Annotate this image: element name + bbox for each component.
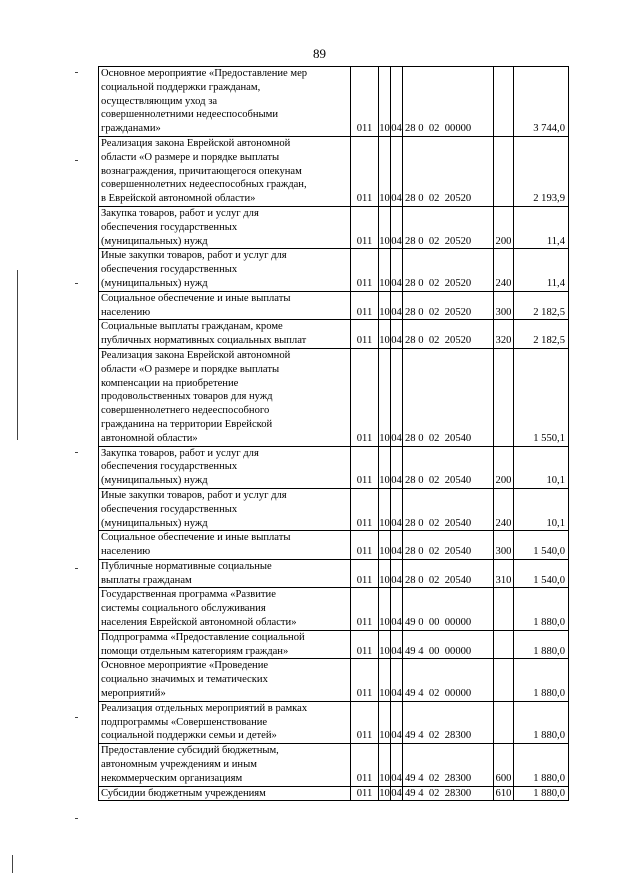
expense-type-cell: [494, 630, 514, 659]
subsection-code-cell: 04: [391, 249, 403, 291]
budget-table-body: [99, 67, 569, 801]
item-name-cell: [99, 588, 351, 630]
item-name-cell: [99, 488, 351, 530]
section-code-cell: 10: [379, 446, 391, 488]
ministry-code-cell: 011: [351, 446, 379, 488]
margin-mark: [75, 160, 78, 161]
table-row: [99, 206, 569, 248]
item-name-line: публичных нормативных социальных выплат: [101, 335, 307, 347]
item-name-line: Закупка товаров, работ и услуг для: [101, 447, 259, 459]
ministry-code-cell: 011: [351, 559, 379, 588]
item-name-line: Субсидии бюджетным учреждениям: [101, 787, 266, 799]
amount-cell: 1 880,0: [514, 588, 569, 630]
item-name-line: Государственная программа «Развитие: [101, 589, 276, 601]
item-name-line: выплаты гражданам: [101, 574, 192, 586]
amount-cell: 1 880,0: [514, 659, 569, 701]
ministry-code-cell: 011: [351, 136, 379, 206]
target-article-cell: 49 0 00 00000: [403, 588, 494, 630]
table-row: [99, 701, 569, 743]
budget-table: [98, 66, 569, 801]
item-name-line: некоммерческим организациям: [101, 772, 243, 784]
item-name-line: населению: [101, 306, 151, 318]
amount-cell: 3 744,0: [514, 67, 569, 137]
item-name-line: (муниципальных) нужд: [101, 235, 208, 247]
target-article-cell: 49 4 02 28300: [403, 701, 494, 743]
item-name-cell: [99, 630, 351, 659]
ministry-code-cell: 011: [351, 249, 379, 291]
ministry-code-cell: 011: [351, 206, 379, 248]
target-article-cell: 49 4 00 00000: [403, 630, 494, 659]
table-row: [99, 630, 569, 659]
item-name-line: продовольственных товаров для нужд: [101, 391, 273, 403]
item-name-line: в Еврейской автономной области»: [101, 193, 256, 205]
amount-cell: 1 540,0: [514, 531, 569, 560]
ministry-code-cell: 011: [351, 744, 379, 786]
table-row: [99, 744, 569, 786]
expense-type-cell: 200: [494, 446, 514, 488]
expense-type-cell: [494, 659, 514, 701]
item-name-line: Иные закупки товаров, работ и услуг для: [101, 489, 287, 501]
expense-type-cell: 320: [494, 320, 514, 349]
section-code-cell: 10: [379, 67, 391, 137]
section-code-cell: 10: [379, 630, 391, 659]
table-row: [99, 136, 569, 206]
target-article-cell: 28 0 02 20520: [403, 136, 494, 206]
target-article-cell: 49 4 02 00000: [403, 659, 494, 701]
ministry-code-cell: 011: [351, 291, 379, 320]
section-code-cell: 10: [379, 249, 391, 291]
target-article-cell: 49 4 02 28300: [403, 786, 494, 801]
item-name-line: осуществляющим уход за: [101, 95, 218, 107]
item-name-line: Основное мероприятие «Предоставление мер: [101, 68, 308, 79]
subsection-code-cell: 04: [391, 744, 403, 786]
section-code-cell: 10: [379, 320, 391, 349]
expense-type-cell: 610: [494, 786, 514, 801]
amount-cell: 10,1: [514, 488, 569, 530]
ministry-code-cell: 011: [351, 630, 379, 659]
item-name-line: подпрограммы «Совершенствование: [101, 716, 268, 728]
target-article-cell: 28 0 02 20520: [403, 320, 494, 349]
table-row: [99, 67, 569, 137]
subsection-code-cell: 04: [391, 320, 403, 349]
item-name-line: вознаграждения, причитающегося опекунам: [101, 165, 302, 177]
item-name-cell: [99, 206, 351, 248]
item-name-cell: [99, 136, 351, 206]
target-article-cell: 28 0 02 20540: [403, 559, 494, 588]
ministry-code-cell: 011: [351, 659, 379, 701]
section-code-cell: 10: [379, 588, 391, 630]
subsection-code-cell: 04: [391, 786, 403, 801]
item-name-cell: [99, 701, 351, 743]
item-name-line: Подпрограмма «Предоставление социальной: [101, 631, 305, 643]
section-code-cell: 10: [379, 531, 391, 560]
subsection-code-cell: 04: [391, 206, 403, 248]
expense-type-cell: 240: [494, 249, 514, 291]
table-row: [99, 446, 569, 488]
item-name-line: Социальные выплаты гражданам, кроме: [101, 321, 283, 333]
item-name-line: обеспечения государственных: [101, 461, 238, 473]
item-name-line: Публичные нормативные социальные: [101, 560, 272, 572]
item-name-line: области «О размере и порядке выплаты: [101, 151, 280, 163]
table-row: [99, 531, 569, 560]
table-row: [99, 786, 569, 801]
item-name-line: Реализация закона Еврейской автономной: [101, 349, 291, 361]
item-name-line: населению: [101, 546, 151, 558]
target-article-cell: 28 0 02 20520: [403, 249, 494, 291]
item-name-line: обеспечения государственных: [101, 503, 238, 515]
table-row: [99, 348, 569, 446]
section-code-cell: 10: [379, 786, 391, 801]
amount-cell: 2 193,9: [514, 136, 569, 206]
item-name-cell: [99, 559, 351, 588]
table-row: [99, 320, 569, 349]
section-code-cell: 10: [379, 488, 391, 530]
subsection-code-cell: 04: [391, 630, 403, 659]
ministry-code-cell: 011: [351, 67, 379, 137]
amount-cell: 2 182,5: [514, 291, 569, 320]
item-name-line: (муниципальных) нужд: [101, 475, 208, 487]
subsection-code-cell: 04: [391, 291, 403, 320]
amount-cell: 2 182,5: [514, 320, 569, 349]
item-name-cell: [99, 786, 351, 801]
expense-type-cell: 300: [494, 291, 514, 320]
margin-mark: [75, 72, 78, 73]
margin-mark: [75, 568, 78, 569]
subsection-code-cell: 04: [391, 488, 403, 530]
item-name-line: Закупка товаров, работ и услуг для: [101, 207, 259, 219]
amount-cell: 1 880,0: [514, 630, 569, 659]
expense-type-cell: 200: [494, 206, 514, 248]
section-code-cell: 10: [379, 136, 391, 206]
item-name-line: компенсации на приобретение: [101, 377, 239, 389]
margin-mark: [17, 270, 18, 440]
expense-type-cell: 300: [494, 531, 514, 560]
subsection-code-cell: 04: [391, 136, 403, 206]
ministry-code-cell: 011: [351, 488, 379, 530]
expense-type-cell: [494, 348, 514, 446]
expense-type-cell: [494, 67, 514, 137]
subsection-code-cell: 04: [391, 446, 403, 488]
item-name-line: автономной области»: [101, 432, 198, 444]
subsection-code-cell: 04: [391, 701, 403, 743]
item-name-line: Социальное обеспечение и иные выплаты: [101, 532, 291, 544]
item-name-cell: [99, 531, 351, 560]
section-code-cell: 10: [379, 206, 391, 248]
amount-cell: 1 550,1: [514, 348, 569, 446]
amount-cell: 1 880,0: [514, 701, 569, 743]
amount-cell: 1 880,0: [514, 786, 569, 801]
subsection-code-cell: 04: [391, 67, 403, 137]
section-code-cell: 10: [379, 348, 391, 446]
amount-cell: 1 540,0: [514, 559, 569, 588]
target-article-cell: 28 0 02 20540: [403, 488, 494, 530]
table-row: [99, 291, 569, 320]
target-article-cell: 28 0 02 00000: [403, 67, 494, 137]
section-code-cell: 10: [379, 559, 391, 588]
ministry-code-cell: 011: [351, 320, 379, 349]
amount-cell: 11,4: [514, 206, 569, 248]
item-name-line: Предоставление субсидий бюджетным,: [101, 745, 279, 757]
item-name-line: гражданами»: [101, 123, 161, 135]
item-name-cell: [99, 249, 351, 291]
margin-mark: [75, 818, 78, 819]
item-name-line: совершеннолетними недееспособными: [101, 109, 279, 121]
expense-type-cell: 240: [494, 488, 514, 530]
item-name-cell: [99, 659, 351, 701]
item-name-line: Социальное обеспечение и иные выплаты: [101, 292, 291, 304]
subsection-code-cell: 04: [391, 559, 403, 588]
item-name-cell: [99, 446, 351, 488]
subsection-code-cell: 04: [391, 588, 403, 630]
margin-mark: [12, 855, 13, 873]
section-code-cell: 10: [379, 659, 391, 701]
expense-type-cell: [494, 136, 514, 206]
item-name-cell: [99, 67, 351, 137]
item-name-line: Реализация отдельных мероприятий в рамках: [101, 702, 308, 714]
ministry-code-cell: 011: [351, 531, 379, 560]
ministry-code-cell: 011: [351, 786, 379, 801]
table-row: [99, 559, 569, 588]
item-name-line: населения Еврейской автономной области»: [101, 617, 297, 629]
section-code-cell: 10: [379, 744, 391, 786]
ministry-code-cell: 011: [351, 348, 379, 446]
item-name-line: помощи отдельным категориям граждан»: [101, 645, 289, 657]
table-row: [99, 588, 569, 630]
item-name-line: системы социального обслуживания: [101, 603, 266, 615]
ministry-code-cell: 011: [351, 701, 379, 743]
target-article-cell: 28 0 02 20540: [403, 446, 494, 488]
amount-cell: 10,1: [514, 446, 569, 488]
expense-type-cell: 310: [494, 559, 514, 588]
item-name-cell: [99, 744, 351, 786]
page-number: 89: [313, 46, 326, 61]
item-name-line: социально значимых и тематических: [101, 674, 268, 686]
section-code-cell: 10: [379, 701, 391, 743]
item-name-cell: [99, 348, 351, 446]
section-code-cell: 10: [379, 291, 391, 320]
margin-mark: [75, 717, 78, 718]
amount-cell: 11,4: [514, 249, 569, 291]
target-article-cell: 28 0 02 20540: [403, 531, 494, 560]
item-name-line: социальной поддержки семьи и детей»: [101, 730, 277, 742]
expense-type-cell: [494, 701, 514, 743]
expense-type-cell: [494, 588, 514, 630]
table-row: [99, 659, 569, 701]
table-row: [99, 249, 569, 291]
ministry-code-cell: 011: [351, 588, 379, 630]
item-name-line: (муниципальных) нужд: [101, 517, 208, 529]
item-name-line: совершеннолетнего недееспособного: [101, 405, 270, 417]
subsection-code-cell: 04: [391, 659, 403, 701]
margin-mark: [75, 283, 78, 284]
item-name-line: Реализация закона Еврейской автономной: [101, 137, 291, 149]
subsection-code-cell: 04: [391, 531, 403, 560]
item-name-line: автономным учреждениям и иным: [101, 759, 257, 771]
item-name-line: социальной поддержки гражданам,: [101, 81, 261, 93]
item-name-line: гражданина на территории Еврейской: [101, 418, 273, 430]
target-article-cell: 28 0 02 20520: [403, 206, 494, 248]
item-name-line: Иные закупки товаров, работ и услуг для: [101, 250, 287, 262]
item-name-line: обеспечения государственных: [101, 221, 238, 233]
item-name-line: Основное мероприятие «Проведение: [101, 660, 269, 672]
expense-type-cell: 600: [494, 744, 514, 786]
item-name-line: (муниципальных) нужд: [101, 277, 208, 289]
target-article-cell: 28 0 02 20540: [403, 348, 494, 446]
item-name-line: совершеннолетних недееспособных граждан,: [101, 179, 307, 191]
table-row: [99, 488, 569, 530]
subsection-code-cell: 04: [391, 348, 403, 446]
item-name-line: мероприятий»: [101, 688, 166, 700]
item-name-cell: [99, 320, 351, 349]
item-name-cell: [99, 291, 351, 320]
margin-mark: [75, 452, 78, 453]
target-article-cell: 28 0 02 20520: [403, 291, 494, 320]
amount-cell: 1 880,0: [514, 744, 569, 786]
item-name-line: обеспечения государственных: [101, 264, 238, 276]
target-article-cell: 49 4 02 28300: [403, 744, 494, 786]
item-name-line: области «О размере и порядке выплаты: [101, 363, 280, 375]
